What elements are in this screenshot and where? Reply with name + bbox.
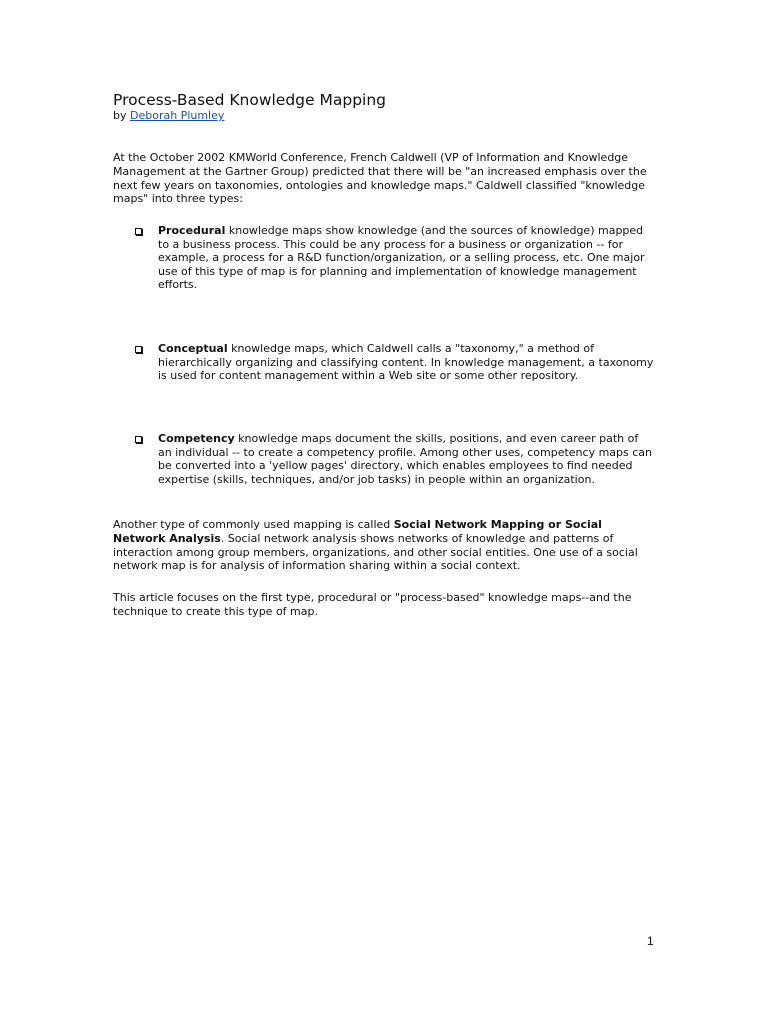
snm-term: Social Network Mapping or Social Network Analysis [113, 518, 602, 545]
list-item-competency [135, 432, 655, 486]
list-item-description: knowledge maps document the skills, positions, and even career path of an individual -- to create a competency profile. Among other uses, competency maps can be converted into a 'yellow pages' directory, which enables employees to find needed expertise (skills, techniques, and/or job tasks) in people within an organization. [158, 432, 652, 486]
byline-prefix: by [113, 109, 130, 122]
focus-paragraph: This article focuses on the first type, procedural or "process-based" knowledge maps--and the technique to create this type of map. [113, 591, 632, 618]
checkbox-bullet-icon [135, 228, 142, 235]
list-item-text [158, 432, 655, 486]
list-item-conceptual [135, 342, 655, 383]
intro-paragraph: At the October 2002 KMWorld Conference, French Caldwell (VP of Information and Knowledge Management at the Gartner Group) predicted that there will be "an increased emphasis over the next few years on taxonomies, ontologies and knowledge maps." Caldwell classified "knowledge maps" into three types: [113, 151, 647, 206]
snm-suffix: . Social network analysis shows networks of knowledge and patterns of interaction among group members, organizations, and other social entities. One use of a social network map is for analysis of information sharing within a social context. [113, 531, 638, 573]
byline [113, 109, 224, 122]
checkbox-bullet-icon [135, 346, 142, 353]
list-item-text [158, 224, 655, 292]
list-item-description: knowledge maps show knowledge (and the sources of knowledge) mapped to a business process. This could be any process for a business or organization -- for example, a process for a R&D function/organization, or a selling process, etc. One major use of this type of map is for planning and implementation of knowledge management efforts. [158, 224, 645, 292]
document-title: Process-Based Knowledge Mapping [113, 91, 386, 109]
social-network-paragraph [113, 518, 658, 573]
list-item-text [158, 342, 655, 383]
list-item-term: Competency [158, 432, 235, 445]
page-number: 1 [647, 934, 654, 948]
list-item-term: Conceptual [158, 342, 228, 355]
list-item-procedural [135, 224, 655, 292]
snm-prefix: Another type of commonly used mapping is called [113, 518, 394, 531]
checkbox-bullet-icon [135, 436, 142, 443]
list-item-description: knowledge maps, which Caldwell calls a "taxonomy," a method of hierarchically organizing and classifying content. In knowledge management, a taxonomy is used for content management within a Web site or some other repository. [158, 342, 654, 383]
list-item-term: Procedural [158, 224, 226, 237]
author-link[interactable]: Deborah Plumley [130, 109, 225, 122]
